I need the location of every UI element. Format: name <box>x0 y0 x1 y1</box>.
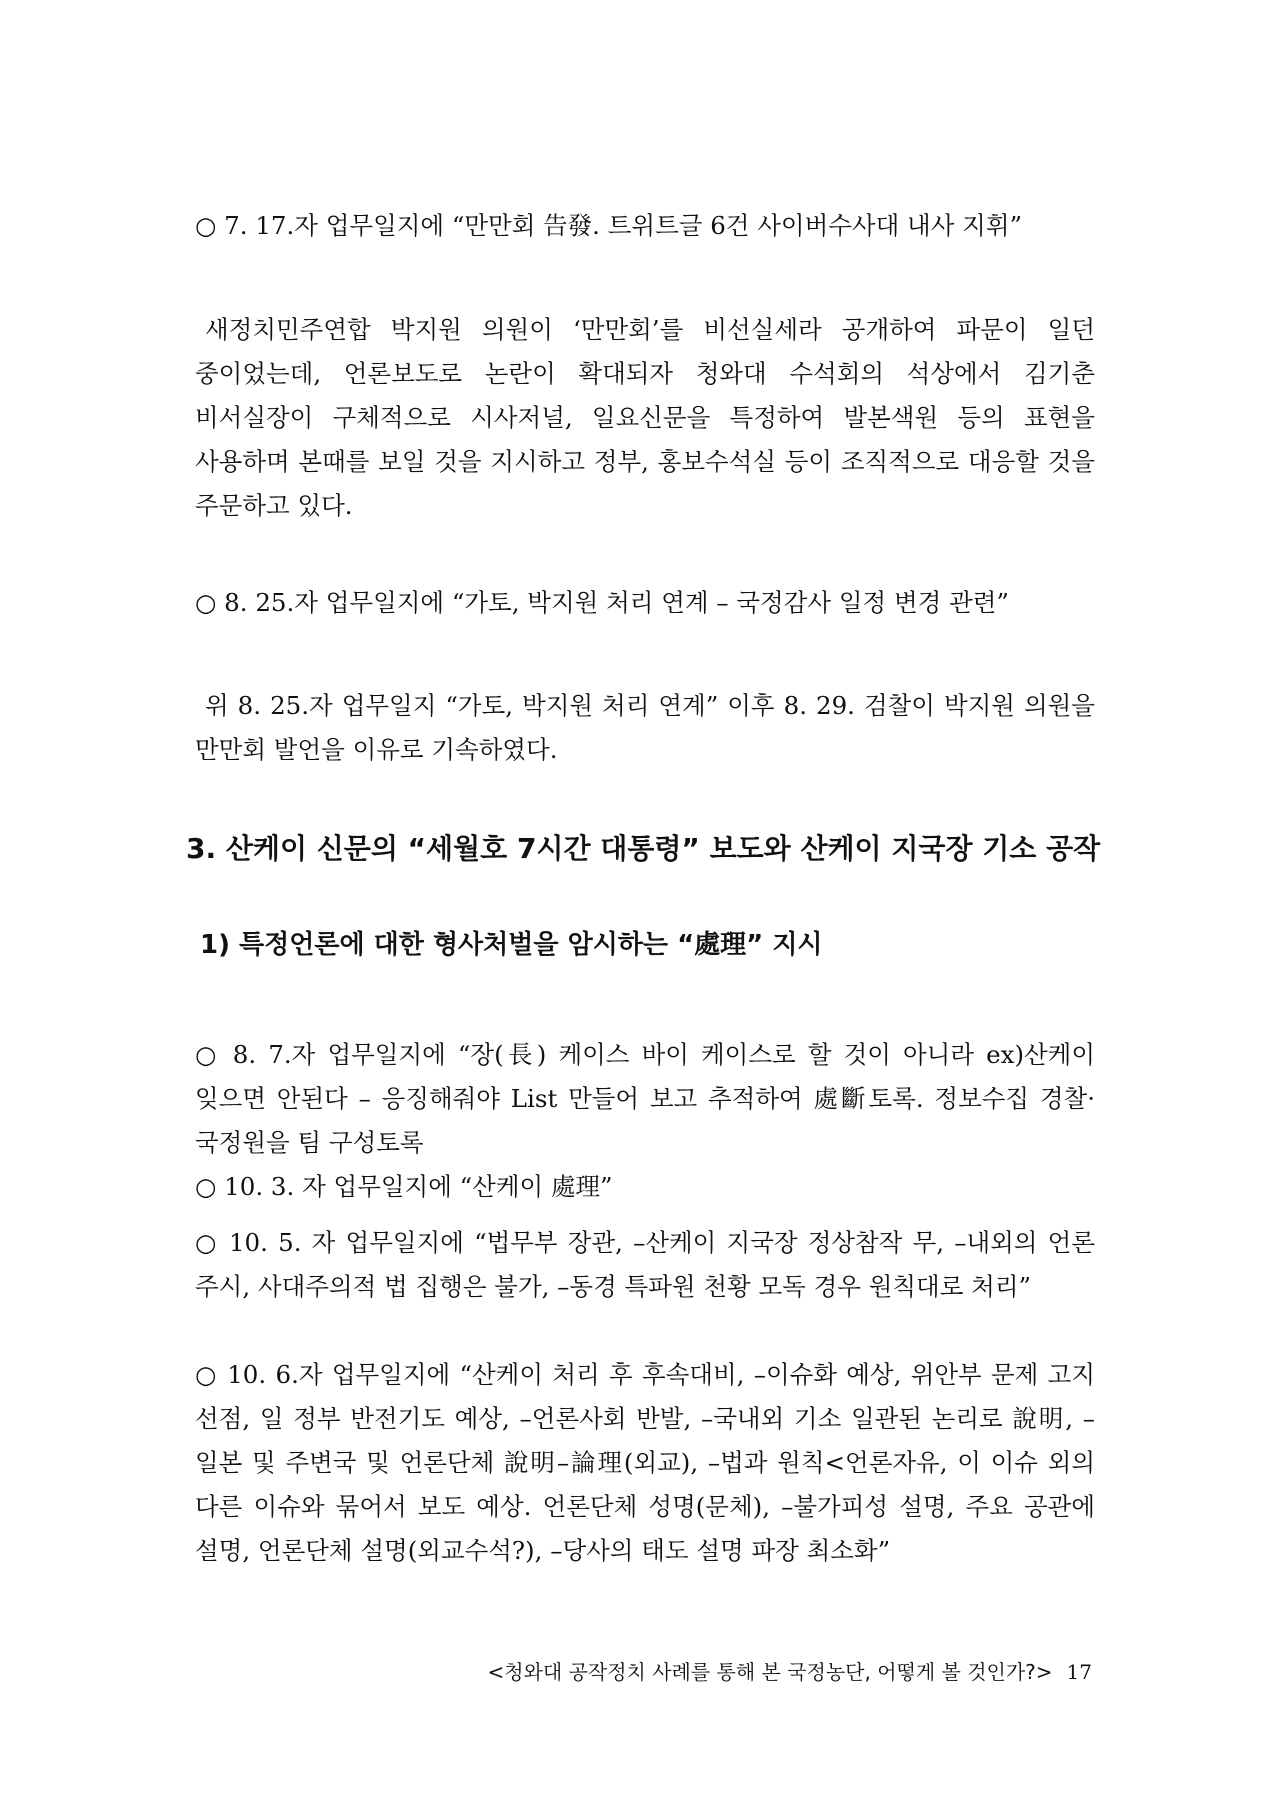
subsection-heading-processing-order: 1) 특정언론에 대한 형사처벌을 암시하는 “處理” 지시 <box>200 930 823 960</box>
bullet-diary-1003: ○ 10. 3. 자 업무일지에 “산케이 處理” <box>195 1172 613 1201</box>
bullet-diary-0807: ○ 8. 7.자 업무일지에 “장(長) 케이스 바이 케이스로 할 것이 아니라 ex)산케이 잊으면 안된다 – 응징해줘야 List 만들어 보고 추적하여 處斷토록. 정보수집 경찰·국정원을 팀 구성토록 <box>195 1040 1095 1157</box>
paragraph-park-indictment: 위 8. 25.자 업무일지 “가토, 박지원 처리 연계” 이후 8. 29. 검찰이 박지원 의원을 만만회 발언을 이유로 기속하였다. <box>195 691 1095 764</box>
paragraph-manmanhoe-explanation: 새정치민주연합 박지원 의원이 ‘만만회’를 비선실세라 공개하여 파문이 일던 중이었는데, 언론보도로 논란이 확대되자 청와대 수석회의 석상에서 김기춘 비서실장이 구체적으로 시사저널, 일요신문을 특정하여 발본색원 등의 표현을 사용하며 본때를 보일 것을 지시하고 정부, 홍보수석실 등이 조직적으로 대응할 것을 주문하고 있다. <box>195 315 1095 520</box>
page-number: 17 <box>1066 1660 1092 1684</box>
bullet-diary-0825: ○ 8. 25.자 업무일지에 “가토, 박지원 처리 연계 – 국정감사 일정 변경 관련” <box>195 588 1009 617</box>
footer-title: <청와대 공작정치 사례를 통해 본 국정농단, 어떻게 볼 것인가?> <box>487 1660 1053 1684</box>
section-heading-sankei: 3. 산케이 신문의 “세월호 7시간 대통령” 보도와 산케이 지국장 기소 공작 <box>186 832 1101 865</box>
page-footer <box>488 1657 1092 1687</box>
bullet-diary-0717: ○ 7. 17.자 업무일지에 “만만회 告發. 트위트글 6건 사이버수사대 내사 지휘” <box>195 211 1023 240</box>
bullet-diary-1005: ○ 10. 5. 자 업무일지에 “법무부 장관, –산케이 지국장 정상참작 무, –내외의 언론 주시, 사대주의적 법 집행은 불가, –동경 특파원 천황 모독 경우 원칙대로 처리” <box>195 1228 1095 1301</box>
bullet-diary-1006: ○ 10. 6.자 업무일지에 “산케이 처리 후 후속대비, –이슈화 예상, 위안부 문제 고지 선점, 일 정부 반전기도 예상, –언론사회 반발, –국내외 기소 일관된 논리로 說明, –일본 및 주변국 및 언론단체 說明–論理(외교), –법과 원칙<언론자유, 이 이슈 외의 다른 이슈와 묶어서 보도 예상. 언론단체 성명(문체), –불가피성 설명, 주요 공관에 설명, 언론단체 설명(외교수석?), –당사의 태도 설명 파장 최소화” <box>195 1360 1095 1565</box>
